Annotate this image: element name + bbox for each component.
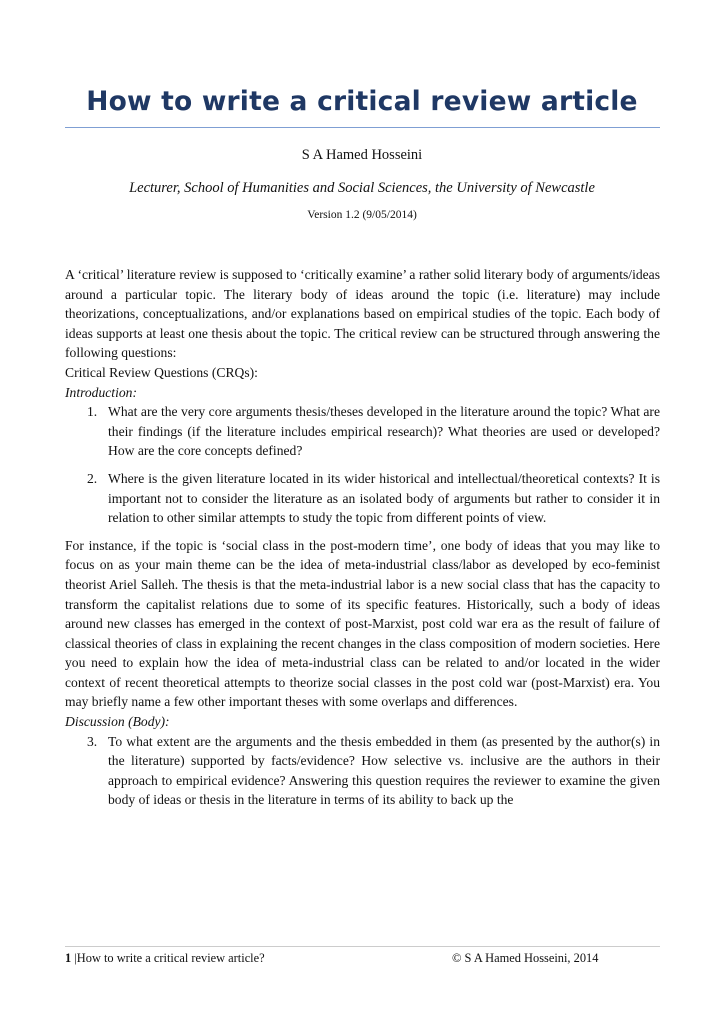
title-underline — [65, 127, 660, 128]
copyright-notice: © S A Hamed Hosseini, 2014 — [452, 951, 599, 965]
question-list — [65, 402, 660, 528]
list-item — [65, 732, 660, 810]
running-title: How to write a critical review article? — [76, 951, 265, 965]
list-item-text: What are the very core arguments thesis/theses developed in the literature around the topic? What are their findings (if the literature includes empirical research)? What theories are used or developed? How are the core concepts defined? — [108, 404, 660, 459]
list-item-number: 2. — [87, 470, 98, 486]
intro-paragraph: A ‘critical’ literature review is supposed to ‘critically examine’ a rather solid literary body of arguments/ideas around a particular topic. The literary body of ideas around the topic (i.e. literature) may include theorizations, conceptualizations, and/or explanations based on empirical studies of the topic. Each body of ideas supports at least one thesis about the topic. The critical review can be structured through answering the following questions: — [65, 267, 660, 361]
author-affiliation: Lecturer, School of Humanities and Social Sciences, the University of Newcastle — [129, 180, 595, 196]
page-footer — [65, 946, 660, 965]
list-item — [65, 469, 660, 528]
list-item-text: To what extent are the arguments and the thesis embedded in them (as presented by the author(s) in the literature) supported by facts/evidence? How selective vs. inclusive are the authors in their approach to empirical evidence? Answering this question requires the reviewer to examine the given body of ideas or thesis in the literature in terms of its ability to back up the — [108, 733, 660, 808]
footer-separator: | — [74, 951, 77, 965]
version-line: Version 1.2 (9/05/2014) — [307, 209, 417, 221]
document-body — [65, 265, 660, 818]
footer-left — [65, 951, 265, 966]
crq-heading: Critical Review Questions (CRQs): — [65, 364, 258, 380]
list-item-number: 3. — [87, 733, 98, 749]
discussion-heading: Discussion (Body): — [65, 714, 170, 730]
introduction-heading: Introduction: — [65, 384, 137, 400]
example-block: For instance, if the topic is ‘social class in the post-modern time’, one body of ideas that you may like to focus on as your main theme can be the idea of meta-industrial class/labor as developed by eco-feminist theorist Ariel Salleh. The thesis is that the meta-industrial labor is a new social class that has the capacity to transform the capitalist relations due to some of its specific features. Historically, such a body of ideas around new classes has emerged in the context of post-Marxist, post cold war era as the result of failure of classical theories of class in explaining the recent changes in the class composition of modern societies. Here you need to explain how the idea of meta-industrial class can be related to and/or located in the wider context of recent theoretical attempts to theorize social classes in the post cold war (post-Marxist) era. You may briefly name a few other important theses with some overlaps and differences. — [65, 537, 660, 710]
list-item — [65, 402, 660, 461]
list-item-text: Where is the given literature located in its wider historical and intellectual/theoretical contexts? It is important not to consider the literature as an isolated body of arguments but rather to consider it in relation to other similar attempts to study the topic from different points of view. — [108, 470, 660, 526]
document-title: How to write a critical review article — [86, 86, 638, 117]
author-name: S A Hamed Hosseini — [301, 147, 423, 163]
page-number: 1 — [65, 951, 72, 965]
question-list — [65, 732, 660, 810]
list-item-number: 1. — [87, 404, 98, 420]
